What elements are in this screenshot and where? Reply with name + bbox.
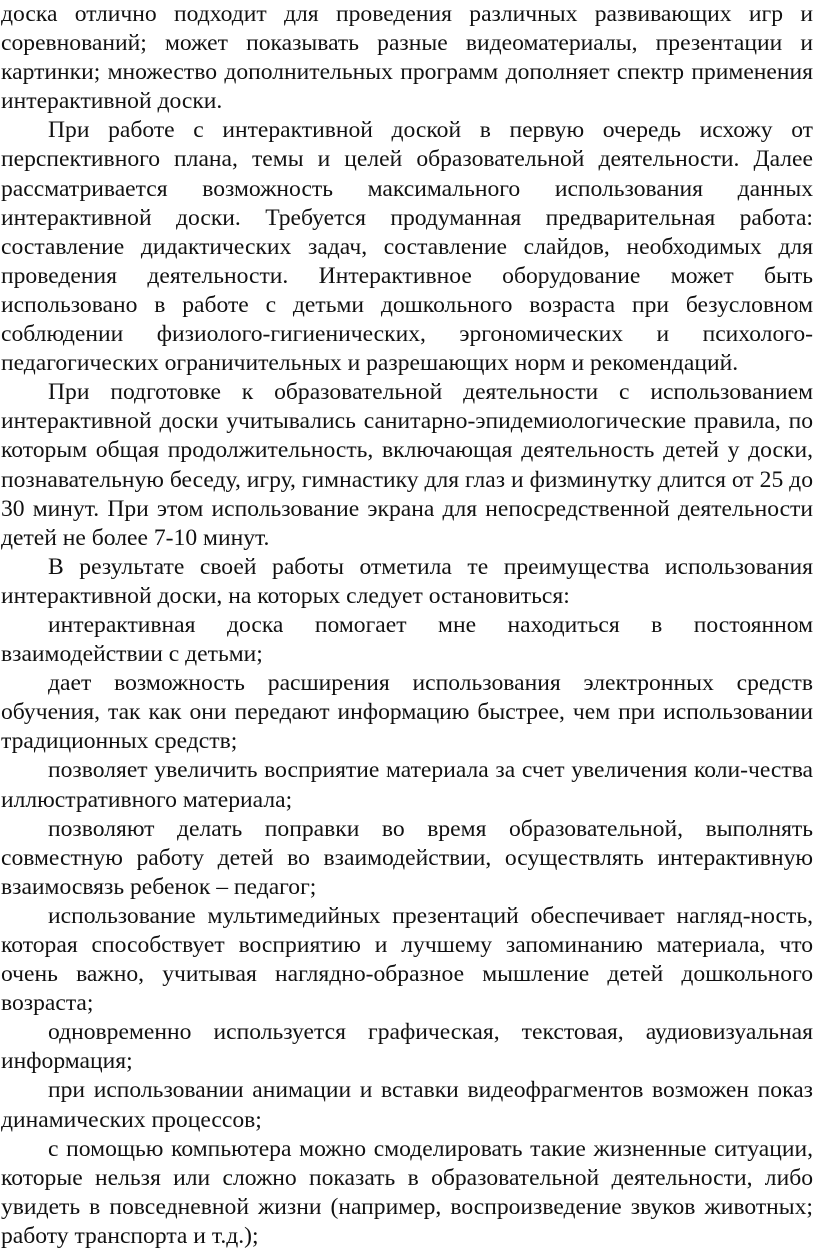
list-item: интерактивная доска помогает мне находиться в постоянном взаимодействии с детьми;	[1, 611, 813, 668]
paragraph-sanitary-rules: При подготовке к образовательной деятельности с использованием интерактивной доски учитывались санитарно-эпидемиологические правила, по которым общая продолжительность, включающая деятельность детей у доски, познавательную беседу, игру, гимнастику для глаз и физминутку длится от 25 до 30 минут. При этом использование экрана для непосредственной деятельности детей не более 7-10 минут.	[1, 379, 813, 551]
list-item: с помощью компьютера можно смоделировать такие жизненные ситуации, которые нельзя или сложно показать в образовательной деятельности, либо увидеть в повседневной жизни (например, воспроизведение звуков животных; работу транспорта и т.д.);	[1, 1135, 813, 1249]
paragraph-continuation: доска отлично подходит для проведения различных развивающих игр и соревнований; может показывать разные видеоматериалы, презентации и картинки; множество дополнительных программ дополняет спектр применения интерактивной доски.	[1, 1, 813, 115]
list-item: одновременно используется графическая, текстовая, аудиовизуальная информация;	[1, 1019, 813, 1075]
list-item: использование мультимедийных презентаций обеспечивает нагляд-ность, которая способствует восприятию и лучшему запоминанию материала, что очень важно, учитывая наглядно-образное мышление детей дошкольного возраста;	[1, 902, 813, 1017]
list-item: позволяют делать поправки во время образовательной, выполнять совместную работу детей во взаимодействии, осуществлять интерактивную взаимосвязь ребенок – педагог;	[1, 815, 813, 900]
paragraph-work-with-board: При работе с интерактивной доской в первую очередь исхожу от перспективного плана, темы и целей образовательной деятельности. Далее рассматривается возможность максимального использования данных интерактивной доски. Требуется продуманная предварительная работа: составление дидактических задач, составление слайдов, необходимых для проведения деятельности. Интерактивное оборудование может быть использовано в работе с детьми дошкольного возраста при безусловном соблюдении физиолого-гигиенических, эргономических и психолого-педагогических ограничительных и разрешающих норм и рекомендаций.	[1, 117, 813, 377]
paragraph-advantages-intro: В результате своей работы отметила те преимущества использования интерактивной доски, на которых следует остановиться:	[1, 553, 813, 609]
list-item: позволяет увеличить восприятие материала за счет увеличения коли-чества иллюстративного материала;	[1, 757, 813, 813]
list-item: дает возможность расширения использования электронных средств обучения, так как они передают информацию быстрее, чем при использовании традиционных средств;	[1, 670, 813, 755]
list-item: при использовании анимации и вставки видеофрагментов возможен показ динамических процессов;	[1, 1077, 813, 1133]
